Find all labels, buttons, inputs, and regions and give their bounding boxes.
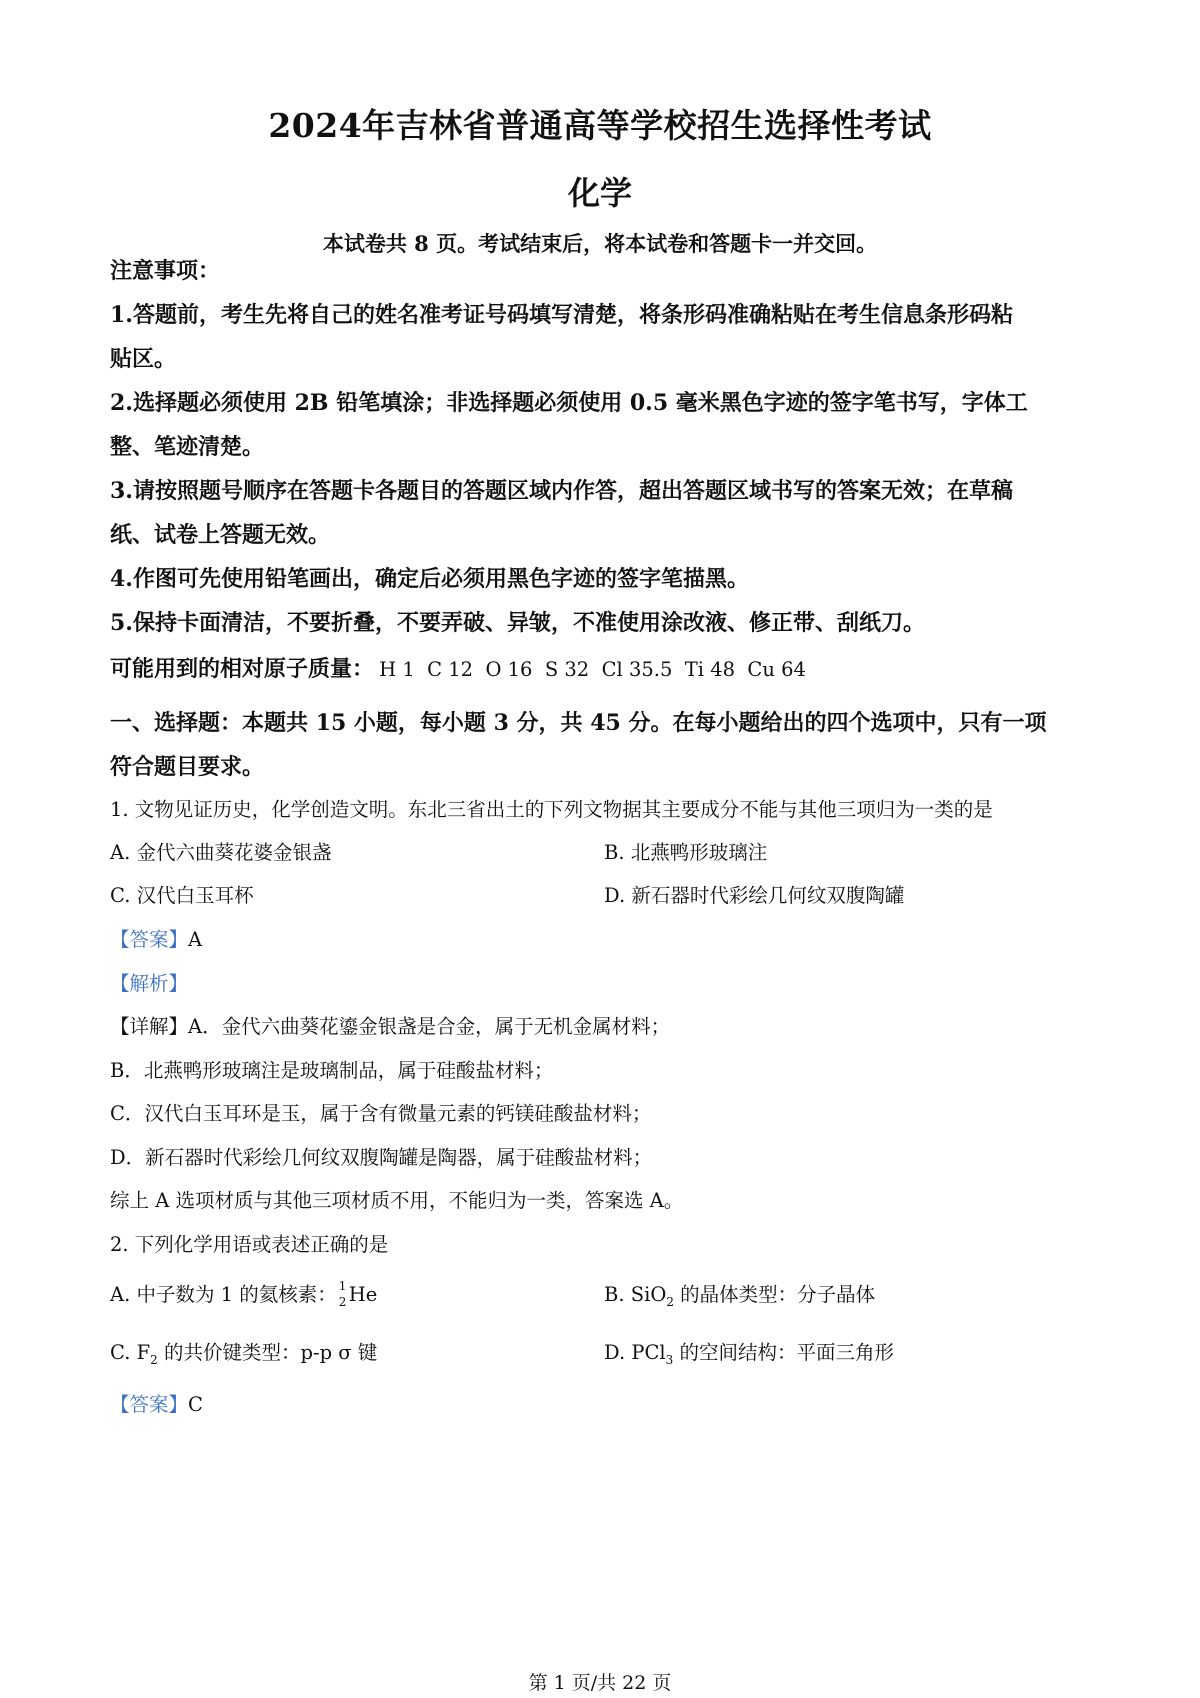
helium-isotope-notation: [337, 1278, 349, 1309]
q2-option-c: [110, 1337, 377, 1367]
q2-option-c-text: 的共价键类型：p-p σ 键: [157, 1341, 378, 1364]
q1-option-c: C. 汉代白玉耳杯: [110, 884, 254, 907]
page-footer: 第 1 页/共 22 页: [528, 1672, 672, 1694]
q2-option-d-subscript: 3: [665, 1352, 674, 1367]
atomic-number: 2: [338, 1294, 347, 1309]
q1-detail-a: A．金代六曲葵花鎏金银盏是合金，属于无机金属材料；: [188, 1015, 671, 1038]
exam-title: 2024年吉林省普通高等学校招生选择性考试: [268, 106, 932, 145]
note-item-3a: 3.请按照题号顺序在答题卡各题目的答题区域内作答，超出答题区域书写的答案无效；在草稿: [110, 478, 1013, 504]
q2-option-a-text: A. 中子数为 1 的氦核素：: [110, 1283, 337, 1306]
q1-answer-tag: 【答案】: [110, 928, 189, 951]
q1-detail-tag: 【详解】: [110, 1015, 189, 1038]
q2-option-c-formula: C. F: [110, 1341, 151, 1364]
q1-option-d: D. 新石器时代彩绘几何纹双腹陶罐: [604, 884, 905, 907]
q2-option-b: [604, 1279, 875, 1309]
q1-answer: A: [188, 928, 203, 951]
q2-option-d: [604, 1337, 894, 1367]
q2-answer: C: [188, 1393, 203, 1416]
note-item-1a: 1.答题前，考生先将自己的姓名准考证号码填写清楚，将条形码准确粘贴在考生信息条形码粘: [110, 302, 1013, 328]
q1-detail-a-line: [110, 1011, 670, 1039]
q1-analysis-tag: 【解析】: [110, 972, 189, 995]
q2-option-a: [110, 1279, 377, 1307]
mass-number: 1: [338, 1278, 347, 1293]
q1-summary: 综上 A 选项材质与其他三项材质不用，不能归为一类，答案选 A。: [110, 1189, 684, 1212]
q1-detail-b: B．北燕鸭形玻璃注是玻璃制品，属于硅酸盐材料；: [110, 1059, 554, 1082]
q1-detail-d: D．新石器时代彩绘几何纹双腹陶罐是陶器，属于硅酸盐材料；: [110, 1146, 653, 1169]
q2-option-d-formula: D. PCl: [604, 1341, 666, 1364]
q2-option-d-text: 的空间结构：平面三角形: [673, 1341, 894, 1364]
exam-subtitle: 本试卷共 8 页。考试结束后，将本试卷和答题卡一并交回。: [322, 231, 878, 256]
section1-heading-a: 一、选择题：本题共 15 小题，每小题 3 分，共 45 分。在每小题给出的四个选项中，只有一项: [110, 710, 1047, 736]
atomic-mass-line: [110, 652, 806, 683]
q1-stem: 1. 文物见证历史，化学创造文明。东北三省出土的下列文物据其主要成分不能与其他三项归为一类的是: [110, 798, 993, 821]
q2-stem: 2. 下列化学用语或表述正确的是: [110, 1233, 389, 1256]
q2-option-b-text: 的晶体类型：分子晶体: [673, 1283, 876, 1306]
atomic-mass-values: H 1 C 12 O 16 S 32 Cl 35.5 Ti 48 Cu 64: [379, 658, 806, 681]
note-item-3b: 纸、试卷上答题无效。: [110, 522, 331, 548]
q2-option-b-formula: B. SiO: [604, 1283, 667, 1306]
note-item-4: 4.作图可先使用铅笔画出，确定后必须用黑色字迹的签字笔描黑。: [110, 566, 749, 592]
q1-option-b: B. 北燕鸭形玻璃注: [604, 841, 768, 864]
q2-answer-tag: 【答案】: [110, 1393, 189, 1416]
q2-option-b-subscript: 2: [666, 1294, 674, 1309]
atomic-mass-label: 可能用到的相对原子质量：: [110, 656, 375, 682]
section1-heading-b: 符合题目要求。: [110, 754, 265, 780]
notes-heading: 注意事项：: [110, 258, 221, 284]
note-item-2a: 2.选择题必须使用 2B 铅笔填涂；非选择题必须使用 0.5 毫米黑色字迹的签字笔书写，字体工: [110, 390, 1028, 416]
q2-answer-line: [110, 1389, 203, 1417]
element-symbol: He: [348, 1283, 378, 1306]
note-item-5: 5.保持卡面清洁，不要折叠，不要弄破、异皱，不准使用涂改液、修正带、刮纸刀。: [110, 610, 925, 636]
note-item-1b: 贴区。: [110, 346, 177, 372]
q1-detail-c: C．汉代白玉耳环是玉，属于含有微量元素的钙镁硅酸盐材料；: [110, 1102, 652, 1125]
note-item-2b: 整、笔迹清楚。: [110, 434, 265, 460]
q1-answer-line: [110, 924, 202, 952]
subject-title: 化学: [567, 174, 632, 212]
q2-option-c-subscript: 2: [150, 1352, 158, 1367]
q1-option-a: A. 金代六曲葵花婆金银盏: [110, 841, 332, 864]
